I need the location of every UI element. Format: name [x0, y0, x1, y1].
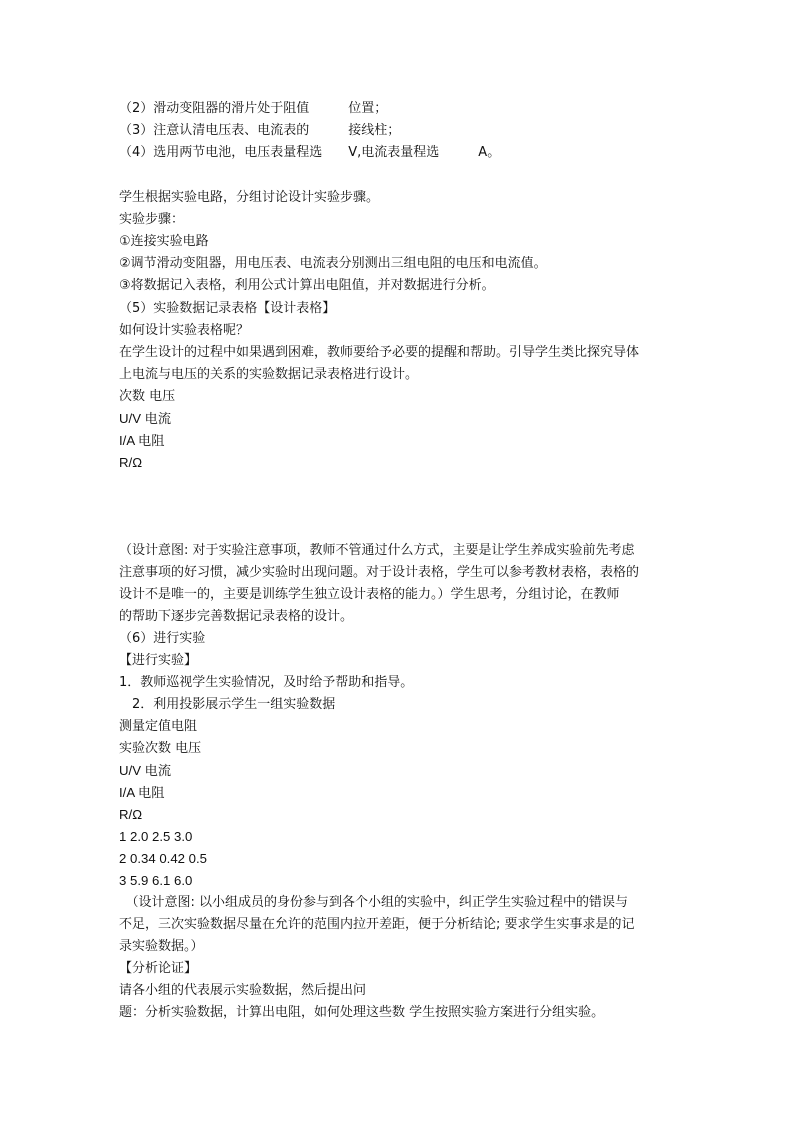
- text-line: 注意事项的好习惯，减少实验时出现问题。对于设计表格，学生可以参考教材表格，表格的: [119, 565, 640, 580]
- text-line: 1．教师巡视学生实验情况，及时给予帮助和指导。: [119, 675, 414, 690]
- text-line: 录实验数据。）: [119, 939, 204, 954]
- table-text: 实验次数 电压: [119, 741, 202, 756]
- text-line: ③将数据记入表格，利用公式计算出电阻值，并对数据进行分析。: [119, 278, 495, 293]
- table-text: 1 2.0 2.5 3.0: [119, 829, 193, 844]
- text-line: 不足，三次实验数据尽量在允许的范围内拉开差距，便于分析结论; 要求学生实事求是的记: [119, 917, 635, 932]
- text-line: 题：分析实验数据，计算出电阻，如何处理这些数 学生按照实验方案进行分组实验。: [119, 1005, 605, 1020]
- text-line: 学生根据实验电路，分组讨论设计实验步骤。: [119, 190, 380, 205]
- text-line: （4）选用两节电池，电压表量程选 V,电流表量程选 A。: [119, 145, 501, 160]
- section-heading: 【进行实验】: [119, 653, 198, 668]
- text-line: 设计不是唯一的，主要是训练学生独立设计表格的能力。）学生思考，分组讨论，在教师: [119, 587, 620, 602]
- text-line: 如何设计实验表格呢？: [119, 323, 250, 338]
- text-line: 2．利用投影展示学生一组实验数据: [119, 697, 336, 712]
- table-text: 次数 电压: [119, 389, 176, 404]
- table-text: 3 5.9 6.1 6.0: [119, 873, 193, 888]
- text-line: 实验步骤：: [119, 212, 185, 227]
- text-line: 上电流与电压的关系的实验数据记录表格进行设计。: [119, 367, 419, 382]
- table-text: R/Ω: [119, 455, 143, 470]
- section-heading: （5）实验数据记录表格【设计表格】: [119, 301, 336, 316]
- table-text: I/A 电阻: [119, 785, 165, 800]
- table-text: U/V 电流: [119, 411, 172, 426]
- table-text: 2 0.34 0.42 0.5: [119, 851, 207, 866]
- table-text: U/V 电流: [119, 763, 172, 778]
- text-line: ①连接实验电路: [119, 234, 209, 249]
- table-text: R/Ω: [119, 807, 143, 822]
- text-line: （设计意图: 对于实验注意事项，教师不管通过什么方式，主要是让学生养成实验前先考虑: [119, 543, 635, 558]
- table-text: I/A 电阻: [119, 433, 165, 448]
- text-line: （设计意图: 以小组成员的身份参与到各个小组的实验中，纠正学生实验过程中的错误与: [119, 895, 629, 910]
- text-line: 的帮助下逐步完善数据记录表格的设计。: [119, 609, 354, 624]
- section-heading: （6）进行实验: [119, 631, 206, 646]
- text-line: （2）滑动变阻器的滑片处于阻值 位置；: [119, 101, 388, 116]
- section-heading: 【分析论证】: [119, 961, 198, 976]
- table-text: 测量定值电阻: [119, 719, 198, 734]
- text-line: 请各小组的代表展示实验数据，然后提出问: [119, 983, 367, 998]
- text-line: ②调节滑动变阻器，用电压表、电流表分别测出三组电阻的电压和电流值。: [119, 256, 547, 271]
- text-line: 在学生设计的过程中如果遇到困难，教师要给予必要的提醒和帮助。引导学生类比探究导体: [119, 345, 640, 360]
- text-line: （3）注意认清电压表、电流表的 接线柱；: [119, 123, 401, 138]
